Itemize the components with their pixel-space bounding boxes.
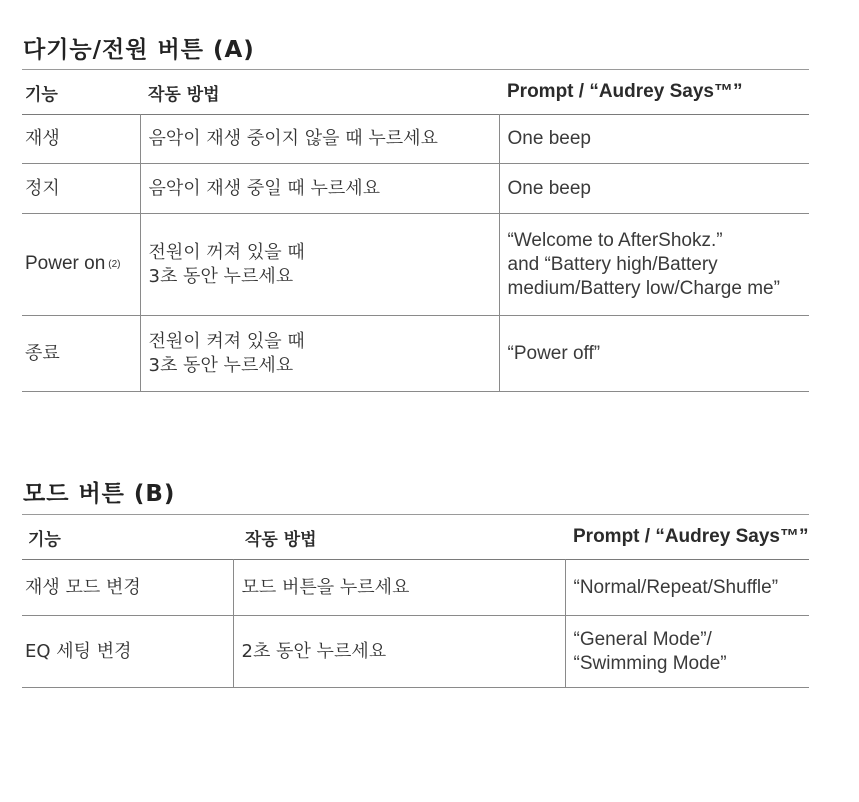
row-function: 재생 — [25, 128, 60, 149]
footnote-marker: (2) — [108, 259, 121, 270]
row-method — [233, 560, 565, 616]
mode-button-table — [22, 514, 809, 688]
table-row — [22, 164, 809, 214]
row-function: 정지 — [25, 177, 60, 199]
section-title-multifunction-power-button: 다기능/전원 버튼 (A) — [23, 37, 255, 63]
method-line: 전원이 켜져 있을 때 — [148, 330, 305, 352]
prompt-line: One beep — [507, 177, 591, 199]
table-header-row — [22, 70, 809, 115]
function-label: Power on — [25, 253, 106, 274]
prompt-line: medium/Battery low/Charge me” — [507, 277, 780, 299]
row-prompt — [565, 560, 809, 616]
method-line: 모드 버튼을 누르세요 — [241, 576, 410, 598]
header-function: 기능 — [25, 84, 58, 105]
row-method — [140, 316, 499, 392]
row-prompt — [499, 316, 809, 392]
prompt-line: “Power off” — [507, 342, 601, 364]
prompt-line: “Welcome to AfterShokz.” — [507, 229, 723, 251]
prompt-line: “Swimming Mode” — [573, 652, 727, 674]
row-function: 재생 모드 변경 — [25, 576, 141, 598]
prompt-line: “General Mode”/ — [573, 628, 712, 650]
row-function: 종료 — [25, 342, 60, 364]
method-line: 3초 동안 누르세요 — [148, 265, 294, 287]
row-function — [22, 214, 140, 316]
method-line: 음악이 재생 중일 때 누르세요 — [148, 177, 381, 199]
table-row — [22, 214, 809, 316]
row-method — [140, 164, 499, 214]
row-method — [233, 616, 565, 688]
header-prompt: Prompt / “Audrey Says™” — [573, 526, 809, 547]
row-method — [140, 214, 499, 316]
method-line: 전원이 꺼져 있을 때 — [148, 241, 305, 263]
row-method — [140, 115, 499, 164]
prompt-line: “Normal/Repeat/Shuffle” — [573, 576, 779, 598]
section-title-mode-button: 모드 버튼 (B) — [23, 481, 176, 507]
method-line: 2초 동안 누르세요 — [241, 640, 387, 662]
method-line: 음악이 재생 중이지 않을 때 누르세요 — [148, 128, 438, 149]
table-row — [22, 616, 809, 688]
row-prompt — [565, 616, 809, 688]
header-method: 작동 방법 — [245, 529, 317, 550]
header-method: 작동 방법 — [148, 84, 220, 105]
row-prompt — [499, 164, 809, 214]
row-prompt — [499, 115, 809, 164]
row-prompt — [499, 214, 809, 316]
table-header-row — [22, 515, 809, 560]
row-function: EQ 세팅 변경 — [25, 640, 132, 662]
table-row — [22, 316, 809, 392]
prompt-line: One beep — [507, 128, 591, 149]
prompt-line: and “Battery high/Battery — [507, 253, 718, 275]
method-line: 3초 동안 누르세요 — [148, 354, 294, 376]
header-prompt: Prompt / “Audrey Says™” — [507, 81, 743, 102]
multifunction-button-table — [22, 69, 809, 392]
table-row — [22, 560, 809, 616]
header-function: 기능 — [28, 529, 61, 550]
table-row — [22, 115, 809, 164]
